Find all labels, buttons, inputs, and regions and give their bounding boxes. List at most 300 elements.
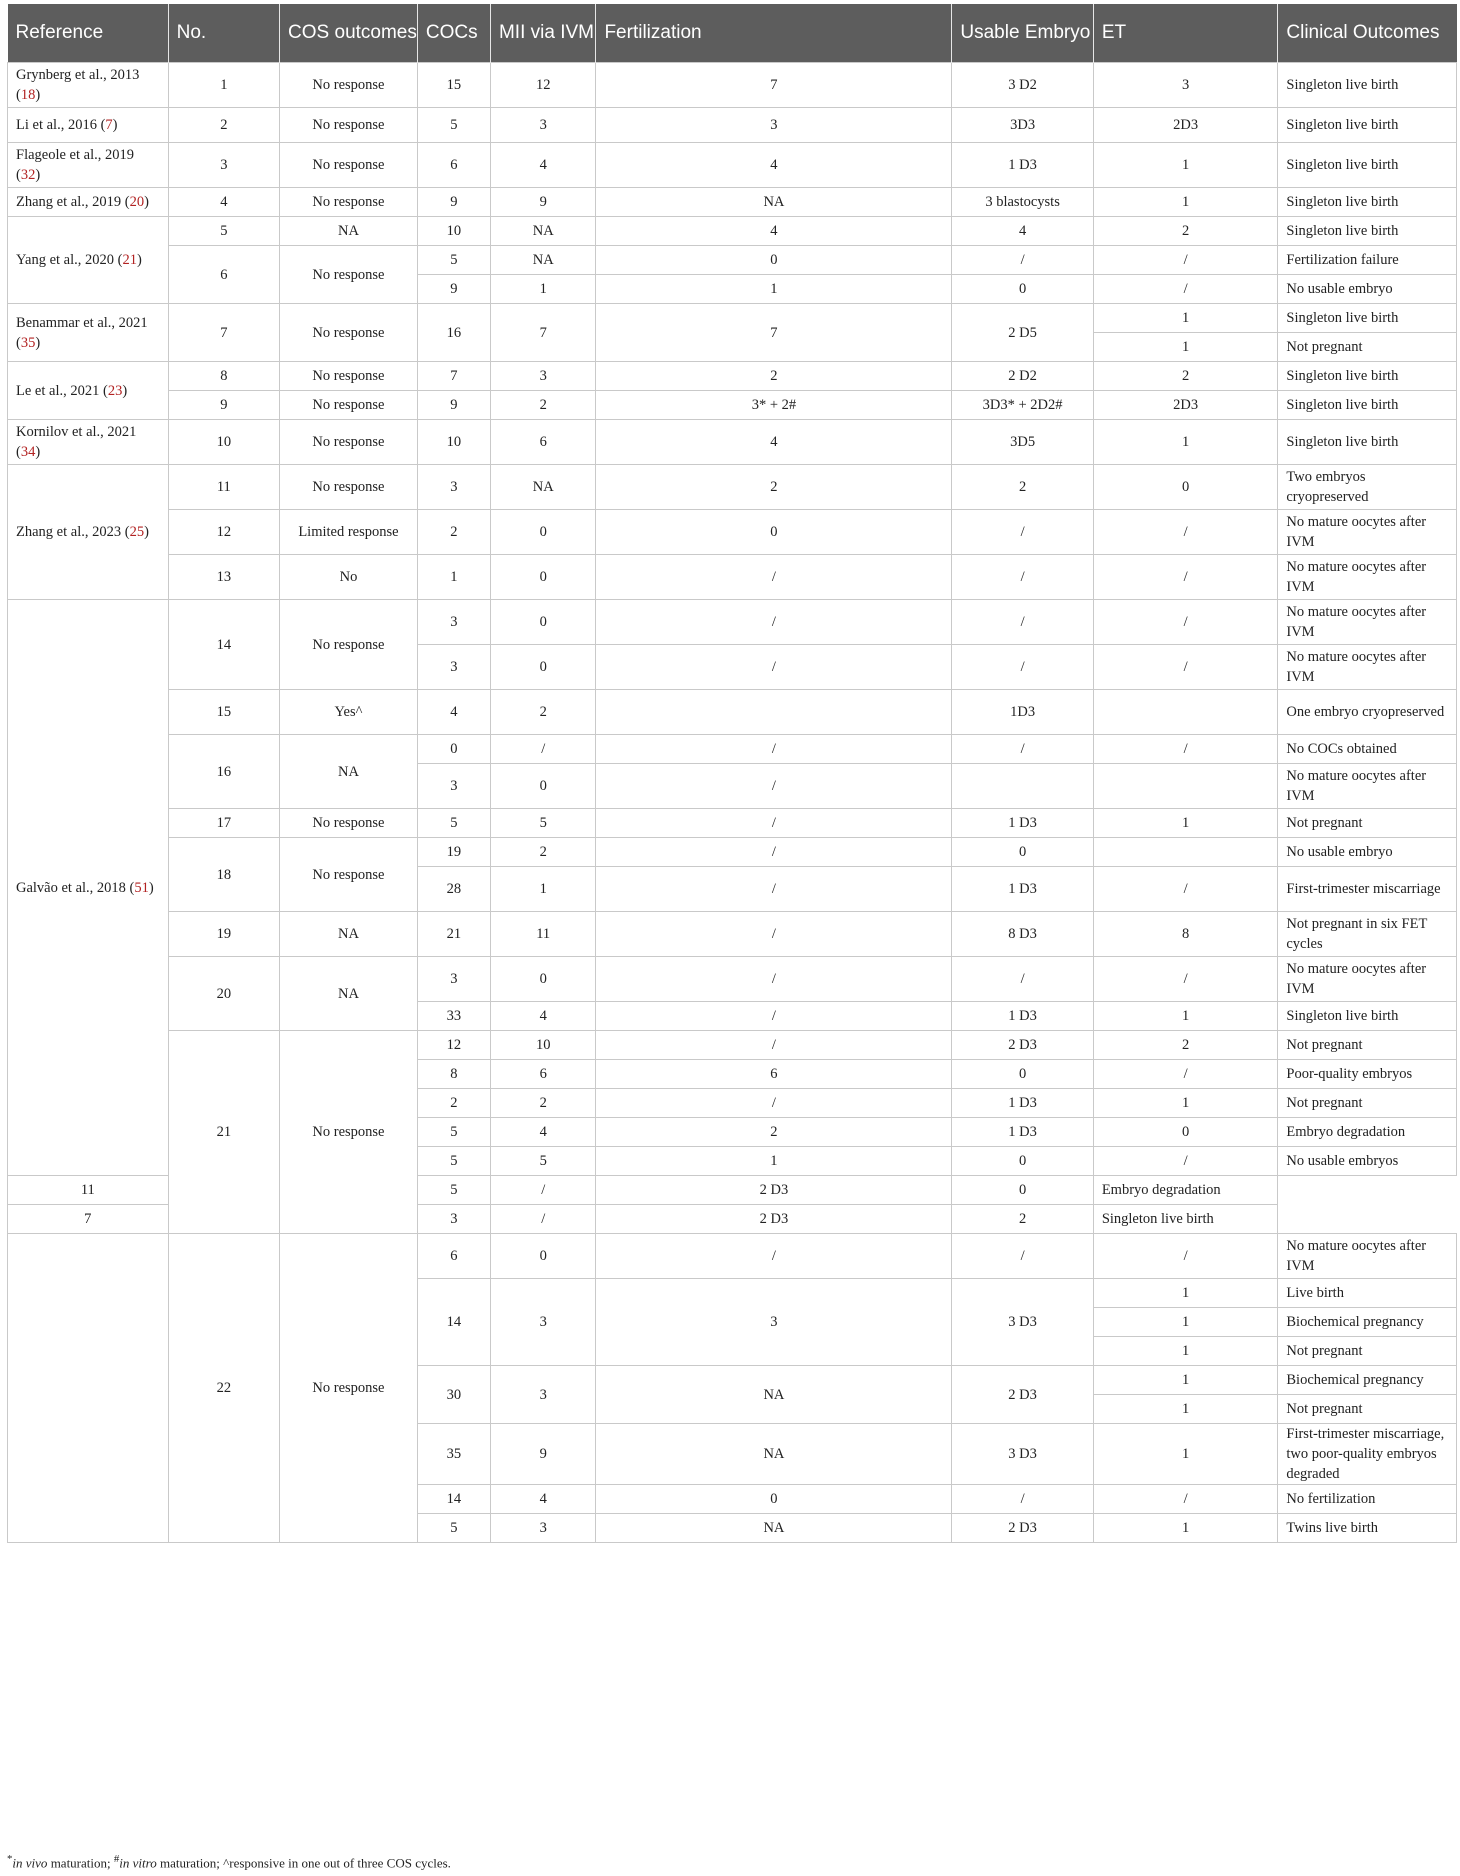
cell: 6 [417, 1234, 490, 1279]
cell: Not pregnant [1278, 809, 1457, 838]
cell: NA [280, 735, 418, 809]
cell: 1 [1093, 304, 1278, 333]
cell: 0 [596, 246, 952, 275]
cell: / [1093, 1060, 1278, 1089]
cell: No response [280, 420, 418, 465]
cell: Not pregnant [1278, 1337, 1457, 1366]
cell: 7 [168, 304, 279, 362]
cell: Singleton live birth [1093, 1205, 1278, 1234]
cell: / [596, 1089, 952, 1118]
cell: / [596, 645, 952, 690]
cell: No mature oocytes after IVM [1278, 600, 1457, 645]
citation-link[interactable]: 7 [105, 117, 113, 133]
cell: 3 [417, 957, 490, 1002]
cell: 3 D2 [952, 63, 1093, 108]
cell: 2 [168, 108, 279, 143]
cell: Singleton live birth [1278, 143, 1457, 188]
cell: 11 [8, 1176, 169, 1205]
cell: 16 [168, 735, 279, 809]
table-row [8, 510, 1457, 555]
cell: 14 [417, 1485, 490, 1514]
cell: 21 [417, 912, 490, 957]
cell: 2 D3 [596, 1205, 952, 1234]
cell: 1 D3 [952, 1089, 1093, 1118]
cell: Singleton live birth [1278, 108, 1457, 143]
cell: 1 [596, 275, 952, 304]
cell: / [952, 510, 1093, 555]
cell: 3 [490, 362, 595, 391]
cell: 4 [168, 188, 279, 217]
reference-cell: Zhang et al., 2023 (25) [8, 465, 169, 600]
cell: 21 [168, 1031, 279, 1234]
cell: 2 [1093, 1031, 1278, 1060]
table-row [8, 735, 1457, 764]
cell: 3 [490, 1279, 595, 1366]
table-row [8, 1234, 1457, 1279]
cell: 5 [417, 1514, 490, 1543]
col-header-no: No. [168, 4, 279, 63]
cell: 3 [490, 1366, 595, 1424]
cell: / [490, 1205, 595, 1234]
cell: 4 [490, 1002, 595, 1031]
cell: One embryo cryopreserved [1278, 690, 1457, 735]
cell: 5 [417, 1176, 490, 1205]
cell: NA [280, 957, 418, 1031]
citation-link[interactable]: 32 [20, 167, 36, 183]
cell: / [952, 645, 1093, 690]
cell: / [1093, 555, 1278, 600]
cell: 18 [168, 838, 279, 912]
cell: 0 [1093, 1118, 1278, 1147]
cell: 2 [490, 690, 595, 735]
cell [952, 764, 1093, 809]
cell: 3D3* + 2D2# [952, 391, 1093, 420]
cell: 3 [1093, 63, 1278, 108]
cell: 7 [596, 63, 952, 108]
cell: 2 [952, 465, 1093, 510]
cell: 0 [490, 957, 595, 1002]
cell: 6 [490, 1060, 595, 1089]
cell: 0 [490, 510, 595, 555]
cell: 3 [168, 143, 279, 188]
cell: 2 [1093, 362, 1278, 391]
cell: 6 [417, 143, 490, 188]
cell: 7 [490, 304, 595, 362]
cell: 4 [490, 1118, 595, 1147]
cell: 1 D3 [952, 1002, 1093, 1031]
cell: 1 [1093, 188, 1278, 217]
cell: Two embryos cryopreserved [1278, 465, 1457, 510]
cell: / [596, 1002, 952, 1031]
cell: Singleton live birth [1278, 304, 1457, 333]
cell: Not pregnant [1278, 1031, 1457, 1060]
cell: 3 D3 [952, 1279, 1093, 1366]
cell: No fertilization [1278, 1485, 1457, 1514]
cell: 1 [596, 1147, 952, 1176]
cell: 0 [952, 1147, 1093, 1176]
reference-text: Zhang et al., 2023 ( [16, 524, 130, 540]
cell: / [596, 555, 952, 600]
table-row [8, 304, 1457, 333]
cell: Biochemical pregnancy [1278, 1366, 1457, 1395]
cell: 5 [417, 809, 490, 838]
cell: 1 [1093, 1514, 1278, 1543]
reference-text: Li et al., 2016 ( [16, 117, 106, 133]
cell: 19 [168, 912, 279, 957]
cell: 3 [417, 600, 490, 645]
table-row [8, 217, 1457, 246]
cell: 4 [596, 217, 952, 246]
cell: Singleton live birth [1278, 391, 1457, 420]
cell: 7 [596, 304, 952, 362]
cell: Not pregnant [1278, 1395, 1457, 1424]
cell: 1 [1093, 420, 1278, 465]
cell: No response [280, 465, 418, 510]
cell: 1 [490, 275, 595, 304]
citation-link[interactable]: 35 [20, 334, 36, 351]
cell: First-trimester miscarriage, two poor-quality embryos degraded [1278, 1424, 1457, 1485]
cell: 1 [1093, 1424, 1278, 1485]
cell: 12 [168, 510, 279, 555]
cell: 3 [596, 108, 952, 143]
cell: 1 [490, 867, 595, 912]
cell: 20 [168, 957, 279, 1031]
cell: 1 D3 [952, 1118, 1093, 1147]
cell: 1 [1093, 1337, 1278, 1366]
cell: 1 [1093, 1279, 1278, 1308]
cell: No response [280, 391, 418, 420]
reference-cell: Flageole et al., 2019 (32) [8, 143, 169, 188]
cell: Not pregnant in six FET cycles [1278, 912, 1457, 957]
cell: 2 D2 [952, 362, 1093, 391]
reference-cell: Grynberg et al., 2013 (18) [8, 63, 169, 108]
cell: 3 [417, 1205, 490, 1234]
cell: No [280, 555, 418, 600]
col-header-mii-via-ivm: MII via IVM [490, 4, 595, 63]
cell: 11 [168, 465, 279, 510]
cell: / [1093, 1147, 1278, 1176]
cell: 16 [417, 304, 490, 362]
cell: Singleton live birth [1278, 362, 1457, 391]
cell: 2 [596, 362, 952, 391]
reference-cell: Yang et al., 2020 (21) [8, 217, 169, 304]
cell: / [596, 838, 952, 867]
reference-text: Zhang et al., 2019 ( [16, 194, 130, 210]
cell: NA [596, 188, 952, 217]
cell: 3 [596, 1279, 952, 1366]
citation-link[interactable]: 23 [107, 382, 123, 399]
reference-text: Le et al., 2021 ( [16, 382, 108, 399]
cell: 3 [490, 108, 595, 143]
cell: / [952, 1485, 1093, 1514]
cell: NA [280, 912, 418, 957]
cell: 4 [490, 1485, 595, 1514]
cell: 0 [952, 275, 1093, 304]
reference-cell: Li et al., 2016 (7) [8, 108, 169, 143]
cell [1093, 764, 1278, 809]
cell: NA [490, 465, 595, 510]
table-row [8, 465, 1457, 510]
footnote-mark: # [113, 1853, 120, 1865]
cell: No response [280, 1031, 418, 1234]
cell: 2 D3 [952, 1366, 1093, 1424]
cell: 2 [490, 838, 595, 867]
cell: 1 [1093, 1308, 1278, 1337]
cell: 5 [417, 1147, 490, 1176]
cell: / [596, 764, 952, 809]
table-row [8, 555, 1457, 600]
citation-link[interactable]: 51 [134, 879, 149, 896]
cell: / [1093, 275, 1278, 304]
table-row [8, 690, 1457, 735]
cell: 0 [952, 1060, 1093, 1089]
cell: 11 [490, 912, 595, 957]
cell: 0 [952, 1176, 1093, 1205]
cell: No response [280, 362, 418, 391]
cell: / [1093, 867, 1278, 912]
cell [1093, 690, 1278, 735]
footnote-mark: * [7, 1853, 13, 1865]
cell: 3 [417, 764, 490, 809]
cell: 8 [1093, 912, 1278, 957]
cell: NA [596, 1424, 952, 1485]
cell: 9 [417, 188, 490, 217]
cell: 2D3 [1093, 391, 1278, 420]
reference-text: Galvão et al., 2018 ( [16, 879, 135, 896]
cell: 0 [1093, 465, 1278, 510]
table-row [8, 246, 1457, 275]
table-row [8, 957, 1457, 1002]
cell: 2 D5 [952, 304, 1093, 362]
table-row [8, 143, 1457, 188]
citation-link[interactable]: 34 [20, 444, 36, 460]
cell: No response [280, 63, 418, 108]
table-row [8, 600, 1457, 645]
cell: Singleton live birth [1278, 217, 1457, 246]
cell: / [596, 1031, 952, 1060]
cell: 5 [417, 1118, 490, 1147]
table-row [8, 809, 1457, 838]
reference-cell: Kornilov et al., 2021 (34) [8, 420, 169, 465]
cell: 4 [596, 420, 952, 465]
cell [596, 690, 952, 735]
cell: No response [280, 1234, 418, 1543]
cell: 30 [417, 1366, 490, 1424]
cell: 28 [417, 867, 490, 912]
cell: 1 [1093, 1002, 1278, 1031]
cell: NA [280, 217, 418, 246]
cell: Embryo degradation [1093, 1176, 1278, 1205]
cell: 3 D3 [952, 1424, 1093, 1485]
cell: No response [280, 143, 418, 188]
table-footnote [7, 1853, 451, 1871]
cell: 4 [952, 217, 1093, 246]
cell: / [596, 809, 952, 838]
cell: / [1093, 645, 1278, 690]
col-header-usable-embryo: Usable Embryo [952, 4, 1093, 63]
cell: 3 [490, 1514, 595, 1543]
reference-text: Benammar et al., 2021 ( [16, 314, 148, 351]
cell: / [1093, 1485, 1278, 1514]
footnote-emphasis: in vitro [119, 1855, 157, 1871]
cell: 0 [490, 764, 595, 809]
cell: / [1093, 957, 1278, 1002]
cell: Singleton live birth [1278, 420, 1457, 465]
cell: No mature oocytes after IVM [1278, 510, 1457, 555]
cell: 7 [417, 362, 490, 391]
cell: 8 [168, 362, 279, 391]
table-container [7, 4, 1457, 1543]
cell: Embryo degradation [1278, 1118, 1457, 1147]
cell: No response [280, 600, 418, 690]
cell: / [1093, 600, 1278, 645]
cell: 9 [417, 391, 490, 420]
table-row [8, 912, 1457, 957]
cell: NA [596, 1514, 952, 1543]
cell: 14 [417, 1279, 490, 1366]
cell: / [490, 735, 595, 764]
cell: 2 [596, 1118, 952, 1147]
cell: 13 [168, 555, 279, 600]
cell: 1 [168, 63, 279, 108]
cell: NA [596, 1366, 952, 1424]
col-header-cocs: COCs [417, 4, 490, 63]
cell: 2 D3 [952, 1031, 1093, 1060]
cell: No usable embryo [1278, 838, 1457, 867]
cell: No response [280, 304, 418, 362]
table-row [8, 63, 1457, 108]
cell: Biochemical pregnancy [1278, 1308, 1457, 1337]
cell: 10 [417, 420, 490, 465]
cell: 14 [168, 600, 279, 690]
cell: / [1093, 1234, 1278, 1279]
cell: 3 [417, 465, 490, 510]
cell: No response [280, 108, 418, 143]
cell: 0 [490, 600, 595, 645]
cell: 2D3 [1093, 108, 1278, 143]
cell: 0 [490, 555, 595, 600]
cell: / [952, 600, 1093, 645]
citation-link[interactable]: 18 [20, 87, 36, 103]
table-row [8, 188, 1457, 217]
cell: No response [280, 809, 418, 838]
cell: 6 [490, 420, 595, 465]
citation-link[interactable]: 25 [129, 524, 145, 540]
reference-cell: Le et al., 2021 (23) [8, 362, 169, 420]
cell: 0 [596, 510, 952, 555]
reference-text: Yang et al., 2020 ( [16, 252, 123, 268]
cell: Live birth [1278, 1279, 1457, 1308]
cell: 9 [490, 1424, 595, 1485]
reference-cell: Zhang et al., 2019 (20) [8, 188, 169, 217]
cell: 6 [168, 246, 279, 304]
reference-text: Flageole et al., 2019 ( [16, 147, 134, 183]
cell: / [1093, 735, 1278, 764]
cell: / [596, 1234, 952, 1279]
cell: / [952, 957, 1093, 1002]
cell: / [952, 555, 1093, 600]
cell: 1 [417, 555, 490, 600]
cell: Limited response [280, 510, 418, 555]
cell: 8 [417, 1060, 490, 1089]
cell: 5 [417, 246, 490, 275]
cell: 1 [1093, 1366, 1278, 1395]
cell: / [952, 246, 1093, 275]
cell: 3 blastocysts [952, 188, 1093, 217]
header-row [8, 4, 1457, 63]
cell: 6 [596, 1060, 952, 1089]
cell: 19 [417, 838, 490, 867]
table-row [8, 362, 1457, 391]
cell: 5 [490, 809, 595, 838]
cell: / [1093, 510, 1278, 555]
cell: 0 [417, 735, 490, 764]
cell: Singleton live birth [1278, 1002, 1457, 1031]
cell: No mature oocytes after IVM [1278, 555, 1457, 600]
table-row [8, 838, 1457, 867]
cell: 2 D3 [596, 1176, 952, 1205]
cell: 17 [168, 809, 279, 838]
cell: 2 [952, 1205, 1093, 1234]
cell: Yes^ [280, 690, 418, 735]
cell: 15 [417, 63, 490, 108]
cell: 4 [596, 143, 952, 188]
cell: 10 [168, 420, 279, 465]
cell: 33 [417, 1002, 490, 1031]
cell: 2 [417, 1089, 490, 1118]
table-row [8, 108, 1457, 143]
cell: / [952, 1234, 1093, 1279]
cell: / [596, 735, 952, 764]
cell: No COCs obtained [1278, 735, 1457, 764]
cell: No mature oocytes after IVM [1278, 645, 1457, 690]
cell: No response [280, 246, 418, 304]
reference-text: Kornilov et al., 2021 ( [16, 424, 137, 460]
cell: 15 [168, 690, 279, 735]
footnote-emphasis: in vivo [12, 1855, 48, 1871]
cell [1093, 838, 1278, 867]
citation-link[interactable]: 20 [129, 194, 145, 210]
cell: / [596, 912, 952, 957]
reference-cell: Galvão et al., 2018 (51) [8, 600, 169, 1176]
table-row [8, 391, 1457, 420]
cell: 2 [490, 1089, 595, 1118]
reference-cell: Benammar et al., 2021 (35) [8, 304, 169, 362]
cell: 9 [168, 391, 279, 420]
cell: / [596, 867, 952, 912]
cell: 3D3 [952, 108, 1093, 143]
cell: 2 [596, 465, 952, 510]
cell: / [1093, 246, 1278, 275]
cell: Singleton live birth [1278, 63, 1457, 108]
cell: No response [280, 188, 418, 217]
cell: 2 [1093, 217, 1278, 246]
table-row [8, 420, 1457, 465]
cell: / [952, 735, 1093, 764]
cell: / [596, 957, 952, 1002]
cell: 0 [490, 645, 595, 690]
cell: Twins live birth [1278, 1514, 1457, 1543]
cell: 0 [596, 1485, 952, 1514]
cell: 10 [490, 1031, 595, 1060]
cell: 7 [8, 1205, 169, 1234]
citation-link[interactable]: 21 [122, 252, 137, 268]
cell: 1 D3 [952, 867, 1093, 912]
cell: Poor-quality embryos [1278, 1060, 1457, 1089]
reference-cell-empty [8, 1234, 169, 1543]
cell: 22 [168, 1234, 279, 1543]
cell: 1 D3 [952, 143, 1093, 188]
